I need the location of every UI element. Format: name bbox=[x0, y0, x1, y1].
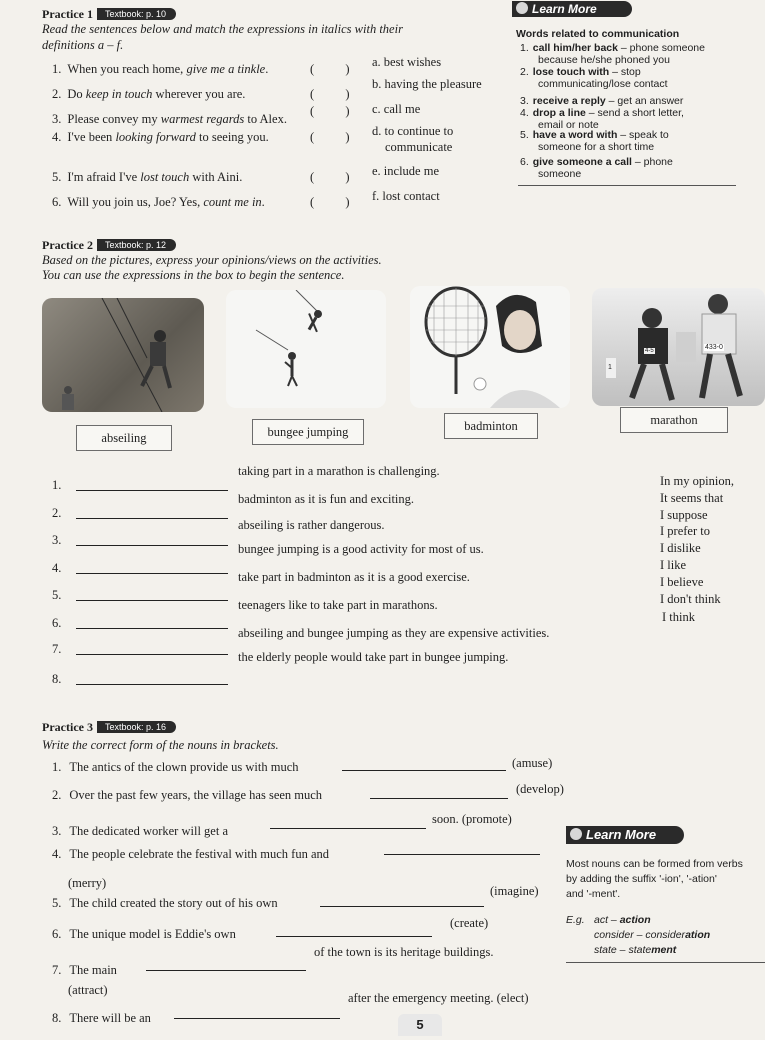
meaning-continued: email or note bbox=[538, 119, 599, 131]
item-number: 2. bbox=[52, 788, 62, 802]
practice3-sentence bbox=[52, 896, 278, 911]
answer-blank[interactable] bbox=[76, 600, 228, 601]
activity-box-marathon: marathon bbox=[620, 407, 728, 433]
answer-blank[interactable] bbox=[270, 828, 426, 829]
bungee-jumping-photo bbox=[226, 290, 386, 408]
runner-bib-2: 4-5 bbox=[645, 348, 654, 354]
answer-parentheses[interactable]: ( ) bbox=[310, 170, 350, 184]
item-number: 6. bbox=[52, 195, 62, 209]
learn-more-2-divider bbox=[566, 962, 765, 963]
practice2-sentence: badminton as it is fun and exciting. bbox=[238, 492, 415, 506]
practice3-instruction: Write the correct form of the nouns in brackets. bbox=[42, 738, 279, 752]
learn-more-item bbox=[520, 156, 673, 168]
example-3: state – statement bbox=[594, 944, 677, 956]
item-number: 4. bbox=[520, 107, 529, 119]
sentence-continuation: of the town is its heritage buildings. bbox=[314, 945, 494, 959]
sentence-text: The dedicated worker will get a bbox=[69, 824, 228, 838]
example-2: consider – consideration bbox=[594, 929, 711, 941]
sentence-text: The unique model is Eddie's own bbox=[69, 927, 236, 941]
page-number: 5 bbox=[398, 1014, 442, 1036]
noun-hint: (attract) bbox=[68, 983, 108, 997]
definition-option: a. best wishes bbox=[372, 55, 442, 69]
item-number: 8. bbox=[52, 1011, 62, 1025]
meaning: – speak to bbox=[617, 129, 669, 141]
sentence-text: Over the past few years, the village has seen much bbox=[69, 788, 323, 802]
phrase: drop a line bbox=[532, 107, 586, 119]
practice1-header bbox=[42, 5, 176, 23]
sentence-continuation: (imagine) bbox=[490, 884, 539, 898]
sentence-continuation: (merry) bbox=[68, 876, 107, 890]
item-number: 2. bbox=[52, 506, 62, 520]
item-number: 1. bbox=[52, 478, 62, 492]
bungee-illustration bbox=[226, 290, 386, 408]
practice1-instruction-2: definitions a – f. bbox=[42, 38, 124, 52]
sentence-continuation: after the emergency meeting. (elect) bbox=[348, 991, 529, 1005]
abseiling-illustration bbox=[42, 298, 204, 412]
practice3-sentence bbox=[52, 760, 299, 775]
item-number: 5. bbox=[52, 896, 62, 910]
item-number: 3. bbox=[52, 112, 62, 126]
practice3-header bbox=[42, 718, 176, 736]
sentence-continuation: (create) bbox=[450, 916, 489, 930]
meaning: – phone someone bbox=[617, 42, 705, 54]
sentence-text: The people celebrate the festival with much fun and bbox=[69, 847, 329, 861]
item-number: 2. bbox=[520, 66, 529, 78]
sentence-text: to Alex. bbox=[244, 112, 287, 126]
practice2-sentence: abseiling is rather dangerous. bbox=[238, 518, 385, 532]
phrase: have a word with bbox=[532, 129, 618, 141]
practice2-sentence: the elderly people would take part in bungee jumping. bbox=[238, 650, 509, 664]
answer-blank[interactable] bbox=[320, 906, 484, 907]
answer-blank[interactable] bbox=[76, 545, 228, 546]
item-number: 6. bbox=[520, 156, 529, 168]
item-number: 3. bbox=[520, 95, 529, 107]
learn-more-banner-2 bbox=[566, 826, 684, 844]
practice3-sentence bbox=[52, 824, 228, 839]
practice2-sentence: take part in badminton as it is a good exercise. bbox=[238, 570, 470, 584]
sentence-text: with Aini. bbox=[189, 170, 243, 184]
item-number: 7. bbox=[52, 642, 62, 656]
example-1: act – action bbox=[594, 914, 651, 926]
item-number: 5. bbox=[52, 588, 62, 602]
phrase: lose touch with bbox=[532, 66, 610, 78]
meaning-continued: someone for a short time bbox=[538, 141, 655, 153]
item-number: 6. bbox=[52, 927, 62, 941]
answer-blank[interactable] bbox=[76, 573, 228, 574]
sentence-text: The antics of the clown provide us with much bbox=[69, 760, 299, 774]
answer-blank[interactable] bbox=[76, 684, 228, 685]
answer-blank[interactable] bbox=[146, 970, 306, 971]
practice2-sentence: teenagers like to take part in marathons. bbox=[238, 598, 438, 612]
learn-more-title: Learn More bbox=[532, 2, 597, 16]
practice2-label: Practice 2 bbox=[42, 238, 93, 252]
item-number: 1. bbox=[520, 42, 529, 54]
expression-item: I believe bbox=[660, 575, 704, 589]
answer-blank[interactable] bbox=[342, 770, 506, 771]
answer-blank[interactable] bbox=[76, 490, 228, 491]
expression-item: I dislike bbox=[660, 541, 701, 555]
marathon-illustration bbox=[592, 288, 765, 406]
definition-option: c. call me bbox=[372, 102, 421, 116]
meaning: – phone bbox=[631, 156, 673, 168]
activity-box-bungee-jumping: bungee jumping bbox=[252, 419, 364, 445]
practice1-sentence bbox=[52, 112, 287, 127]
sentence-text: Do bbox=[67, 87, 86, 101]
practice1-instruction: Read the sentences below and match the expressions in italics with their bbox=[42, 22, 403, 36]
learn-more-heading: Words related to communication bbox=[516, 28, 680, 40]
sentence-italic-expression: lost touch bbox=[140, 170, 190, 184]
answer-blank[interactable] bbox=[174, 1018, 340, 1019]
sentence-text: I'm afraid I've bbox=[67, 170, 141, 184]
item-number: 7. bbox=[52, 963, 62, 977]
sentence-continuation: (amuse) bbox=[512, 756, 553, 770]
practice1-label: Practice 1 bbox=[42, 7, 93, 21]
sentence-continuation: (develop) bbox=[516, 782, 564, 796]
sentence-text: Please convey my bbox=[67, 112, 161, 126]
sentence-text: There will be an bbox=[69, 1011, 151, 1025]
item-number: 4. bbox=[52, 847, 62, 861]
practice2-header bbox=[42, 236, 176, 254]
learn-more-item bbox=[520, 129, 669, 141]
practice2-sentence: bungee jumping is a good activity for most of us. bbox=[238, 542, 484, 556]
sentence-italic-expression: count me in bbox=[203, 195, 262, 209]
learn-more-2-line-2: by adding the suffix '-ion', '-ation' bbox=[566, 873, 717, 885]
practice3-sentence bbox=[52, 847, 329, 862]
marathon-photo bbox=[592, 288, 765, 406]
answer-parentheses[interactable]: ( ) bbox=[310, 87, 350, 101]
answer-parentheses[interactable]: ( ) bbox=[310, 104, 350, 118]
sentence-italic-expression: warmest regards bbox=[160, 112, 245, 126]
answer-parentheses[interactable]: ( ) bbox=[310, 195, 350, 209]
sentence-text: The child created the story out of his own bbox=[69, 896, 278, 910]
answer-blank[interactable] bbox=[384, 854, 540, 855]
answer-blank[interactable] bbox=[76, 518, 228, 519]
learn-more-divider bbox=[518, 185, 736, 186]
practice3-sentence bbox=[52, 927, 236, 942]
learn-more-item bbox=[520, 107, 684, 119]
learn-more-title-2: Learn More bbox=[586, 827, 657, 842]
learn-more-item bbox=[520, 42, 705, 54]
item-number: 6. bbox=[52, 616, 62, 630]
meaning: – stop bbox=[609, 66, 641, 78]
item-number: 8. bbox=[52, 672, 62, 686]
activity-box-badminton: badminton bbox=[444, 413, 538, 439]
expression-item: I prefer to bbox=[660, 524, 710, 538]
runner-bib-3: 1 bbox=[608, 364, 612, 371]
sentence-text: . bbox=[261, 195, 265, 209]
practice3-sentence bbox=[52, 1011, 151, 1026]
phrase: give someone a call bbox=[532, 156, 632, 168]
expression-item: It seems that bbox=[660, 491, 724, 505]
learn-more-icon-2 bbox=[570, 828, 582, 840]
answer-parentheses[interactable]: ( ) bbox=[310, 130, 350, 144]
item-number: 1. bbox=[52, 760, 62, 774]
learn-more-item bbox=[520, 95, 683, 107]
practice1-sentence bbox=[52, 170, 242, 185]
practice2-sentence: abseiling and bungee jumping as they are expensive activities. bbox=[238, 626, 550, 640]
learn-more-banner bbox=[512, 1, 632, 17]
practice1-sentence bbox=[52, 62, 268, 77]
practice2-instruction: Based on the pictures, express your opinions/views on the activities. bbox=[42, 253, 382, 267]
answer-parentheses[interactable]: ( ) bbox=[310, 62, 350, 76]
phrase: receive a reply bbox=[532, 95, 606, 107]
item-number: 2. bbox=[52, 87, 62, 101]
item-number: 4. bbox=[52, 130, 62, 144]
item-number: 5. bbox=[52, 170, 62, 184]
sentence-continuation: soon. (promote) bbox=[432, 812, 512, 826]
definition-option: b. having the pleasure bbox=[372, 77, 482, 91]
definition-option: d. to continue to bbox=[372, 124, 454, 138]
definition-option: f. lost contact bbox=[372, 189, 440, 203]
sentence-text: to seeing you. bbox=[195, 130, 269, 144]
phrase: call him/her back bbox=[532, 42, 618, 54]
practice1-sentence bbox=[52, 195, 265, 210]
expression-item: In my opinion, bbox=[660, 474, 734, 488]
item-number: 3. bbox=[52, 824, 62, 838]
answer-blank[interactable] bbox=[370, 798, 508, 799]
item-number: 1. bbox=[52, 62, 62, 76]
meaning: – get an answer bbox=[605, 95, 684, 107]
sentence-text: I've been bbox=[67, 130, 116, 144]
sentence-italic-expression: keep in touch bbox=[85, 87, 153, 101]
meaning: – send a short letter, bbox=[585, 107, 684, 119]
learn-more-item bbox=[520, 66, 641, 78]
practice2-sentence: taking part in a marathon is challenging. bbox=[238, 464, 440, 478]
expression-item: I think bbox=[662, 610, 695, 624]
definition-option: e. include me bbox=[372, 164, 439, 178]
item-number: 5. bbox=[520, 129, 529, 141]
sentence-italic-expression: looking forward bbox=[115, 130, 196, 144]
expression-item: I like bbox=[660, 558, 687, 572]
sentence-text: When you reach home, bbox=[67, 62, 187, 76]
meaning-continued: someone bbox=[538, 168, 582, 180]
sentence-italic-expression: give me a tinkle bbox=[186, 62, 266, 76]
runner-bib-1: 433-0 bbox=[705, 344, 723, 351]
item-number: 3. bbox=[52, 533, 62, 547]
sentence-text: wherever you are. bbox=[152, 87, 246, 101]
practice3-label: Practice 3 bbox=[42, 720, 93, 734]
learn-more-2-line-3: and '-ment'. bbox=[566, 888, 621, 900]
expression-item: I don't think bbox=[660, 592, 721, 606]
answer-blank[interactable] bbox=[276, 936, 432, 937]
expression-item: I suppose bbox=[660, 508, 708, 522]
practice1-textbook-tag: Textbook: p. 10 bbox=[97, 8, 176, 20]
sentence-text: Will you join us, Joe? Yes, bbox=[67, 195, 204, 209]
practice1-sentence bbox=[52, 130, 269, 145]
badminton-photo bbox=[410, 286, 570, 408]
activity-box-abseiling: abseiling bbox=[76, 425, 172, 451]
learn-more-2-line-1: Most nouns can be formed from verbs bbox=[566, 858, 743, 870]
practice3-sentence bbox=[52, 788, 322, 803]
meaning-continued: communicating/lose contact bbox=[538, 78, 668, 90]
practice3-sentence bbox=[52, 963, 117, 978]
definition-d-continued: communicate bbox=[385, 140, 453, 154]
meaning-continued: because he/she phoned you bbox=[538, 54, 670, 66]
practice1-sentence bbox=[52, 87, 245, 102]
badminton-illustration bbox=[410, 286, 570, 408]
practice2-instruction-2: You can use the expressions in the box to begin the sentence. bbox=[42, 268, 345, 282]
abseiling-photo bbox=[42, 298, 204, 412]
sentence-text: . bbox=[265, 62, 269, 76]
practice2-textbook-tag: Textbook: p. 12 bbox=[97, 239, 176, 251]
answer-blank[interactable] bbox=[76, 628, 228, 629]
item-number: 4. bbox=[52, 561, 62, 575]
example-label: E.g. bbox=[566, 914, 585, 926]
sentence-text: The main bbox=[69, 963, 117, 977]
learn-more-icon bbox=[516, 2, 528, 14]
answer-blank[interactable] bbox=[76, 654, 228, 655]
practice3-textbook-tag: Textbook: p. 16 bbox=[97, 721, 176, 733]
